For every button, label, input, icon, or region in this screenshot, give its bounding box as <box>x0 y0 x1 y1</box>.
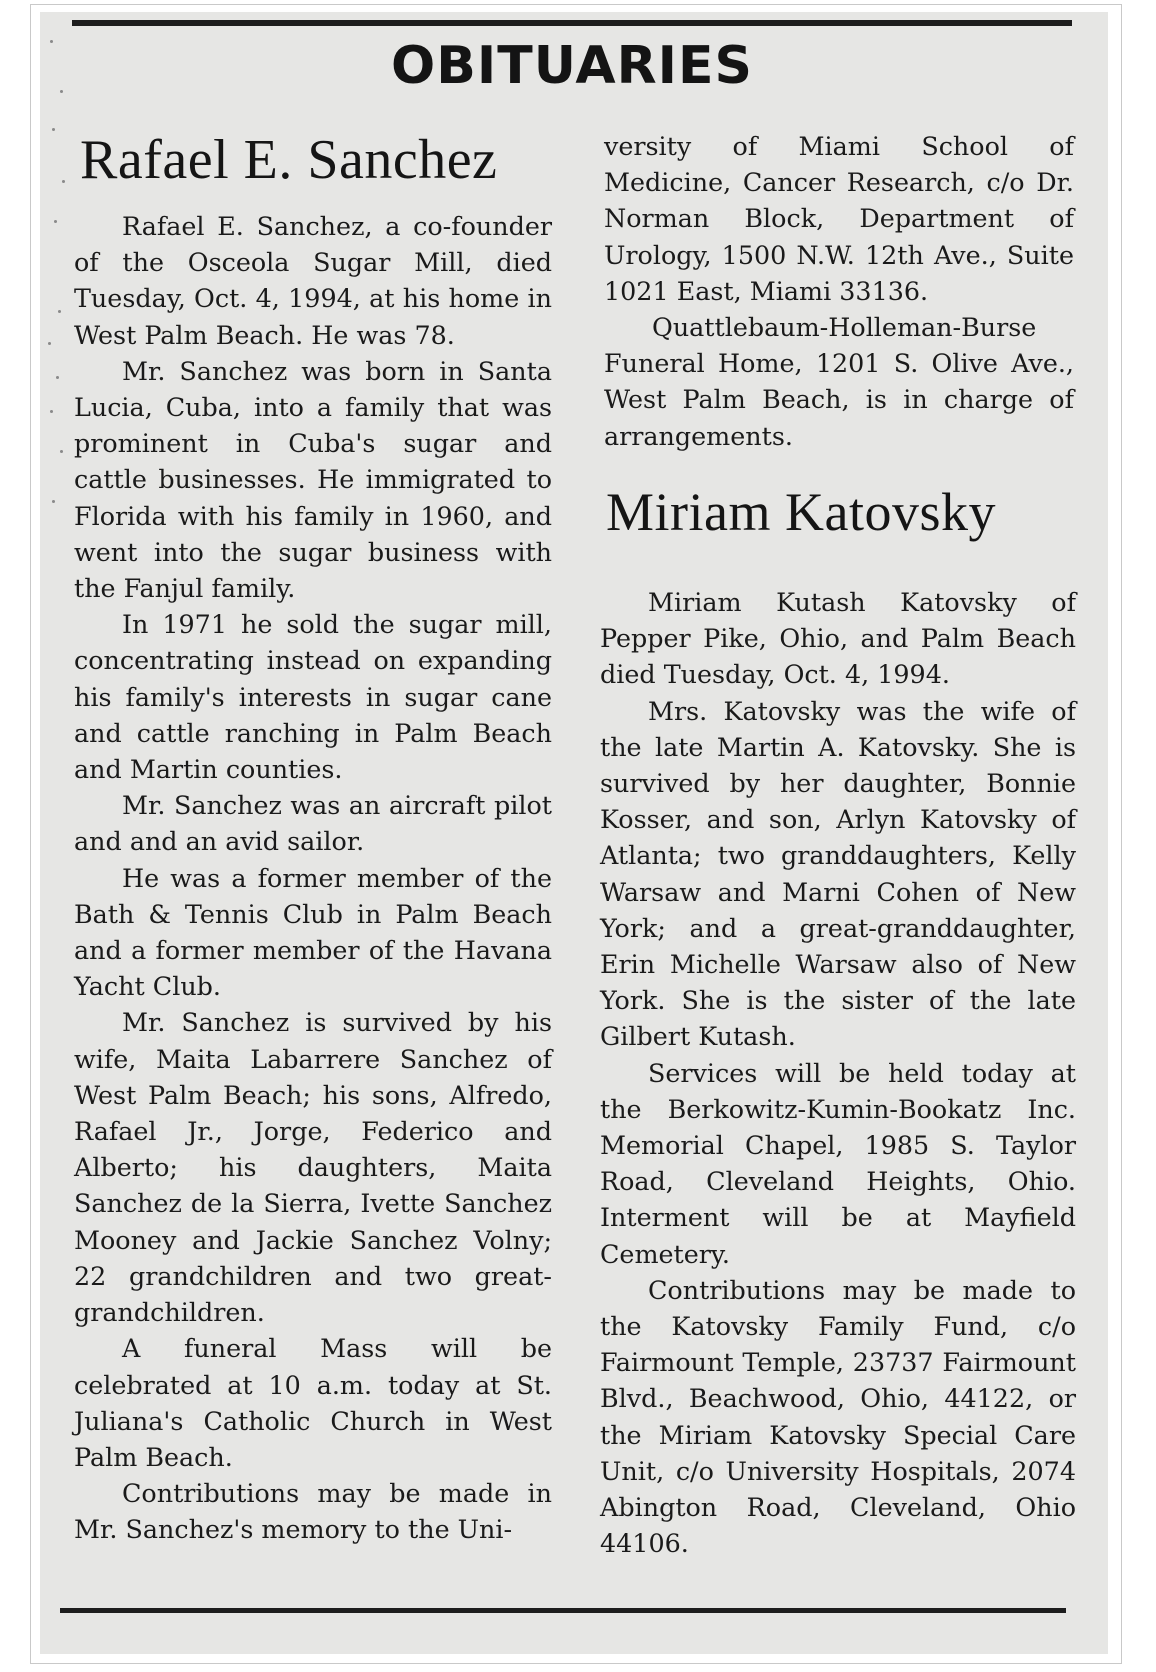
katovsky-column <box>600 584 1076 1561</box>
obituary-name-katovsky: Miriam Katovsky <box>606 482 996 542</box>
sanchez-column <box>74 208 552 1548</box>
obituary-name-sanchez: Rafael E. Sanchez <box>80 129 498 191</box>
sanchez-continued-paragraph: versity of Miami School of Medicine, Cancer Research, c/o Dr. Norman Block, Department of Urology, 1500 N.W. 12th Ave., Suite 1021 East, Miami 33136. <box>604 131 1074 306</box>
katovsky-paragraph: Mrs. Katovsky was the wife of the late Martin A. Katovsky. She is survived by her daughter, Bonnie Kosser, and son, Arlyn Katovsky of Atlanta; two granddaughters, Kelly Warsaw and Marni Cohen of New York; and a great-granddaughter, Erin Michelle Warsaw also of New York. She is the sister of the late Gilbert Kutash. <box>600 695 1076 1052</box>
sanchez-paragraph: Rafael E. Sanchez, a co-founder of the Osceola Sugar Mill, died Tuesday, Oct. 4, 1994, at his home in West Palm Beach. He was 78. <box>74 211 552 350</box>
top-rule <box>72 20 1072 26</box>
sanchez-paragraph: Mr. Sanchez was born in Santa Lucia, Cuba, into a family that was prominent in Cuba's sugar and cattle businesses. He immigrated to Florida with his family in 1960, and went into the sugar business with the Fanjul family. <box>74 355 552 604</box>
katovsky-paragraph: Contributions may be made to the Katovsky Family Fund, c/o Fairmount Temple, 23737 Fairmount Blvd., Beachwood, Ohio, 44122, or the Miriam Katovsky Special Care Unit, c/o University Hospitals, 2074 Abington Road, Cleveland, Ohio 44106. <box>600 1274 1076 1559</box>
sanchez-paragraph: Mr. Sanchez is survived by his wife, Maita Labarrere Sanchez of West Palm Beach; his sons, Alfredo, Rafael Jr., Jorge, Federico and Alberto; his daughters, Maita Sanchez de la Sierra, Ivette Sanchez Mooney and Jackie Sanchez Volny; 22 grandchildren and two great-grandchildren. <box>74 1007 552 1328</box>
sanchez-continued-paragraph: Quattlebaum-Holleman-Burse Funeral Home, 1201 S. Olive Ave., West Palm Beach, is in charge of arrangements. <box>604 312 1074 451</box>
katovsky-paragraph: Miriam Kutash Katovsky of Pepper Pike, Ohio, and Palm Beach died Tuesday, Oct. 4, 1994. <box>600 587 1076 690</box>
sanchez-paragraph: Mr. Sanchez was an aircraft pilot and and an avid sailor. <box>74 790 552 857</box>
sanchez-paragraph: In 1971 he sold the sugar mill, concentrating instead on expanding his family's interests in sugar cane and cattle ranching in Palm Beach and Martin counties. <box>74 609 552 785</box>
sanchez-paragraph: A funeral Mass will be celebrated at 10 a.m. today at St. Juliana's Catholic Church in West Palm Beach. <box>74 1333 552 1472</box>
sanchez-paragraph: He was a former member of the Bath & Tennis Club in Palm Beach and a former member of the Havana Yacht Club. <box>74 862 552 1002</box>
scan-specks <box>46 30 70 530</box>
katovsky-paragraph: Services will be held today at the Berkowitz-Kumin-Bookatz Inc. Memorial Chapel, 1985 S. Taylor Road, Cleveland Heights, Ohio. Interment will be at Mayfield Cemetery. <box>600 1057 1076 1269</box>
sanchez-paragraph: Contributions may be made in Mr. Sanchez's memory to the Uni- <box>74 1478 552 1545</box>
section-title: OBITUARIES <box>391 36 753 96</box>
bottom-rule <box>60 1608 1066 1613</box>
sanchez-continued-column <box>604 128 1074 454</box>
